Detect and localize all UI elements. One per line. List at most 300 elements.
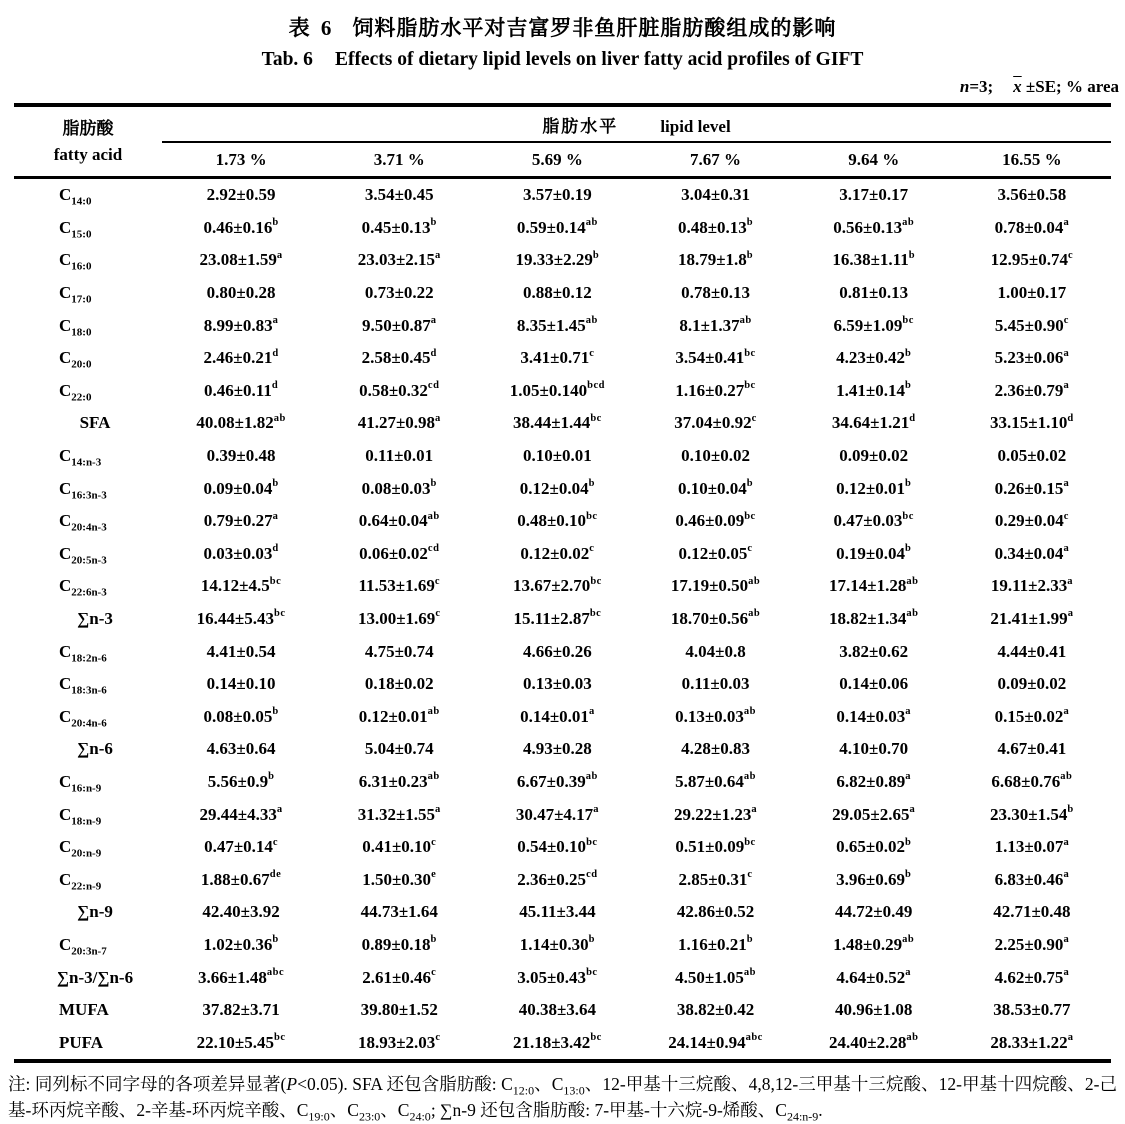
value-cell: 45.11±3.44	[519, 902, 596, 922]
significance-superscript: c	[431, 966, 437, 978]
value-cell: 0.11±0.03	[681, 674, 750, 694]
value-cell: 8.1±1.37$^{ab}$	[679, 315, 752, 335]
significance-superscript: ab	[743, 771, 757, 783]
significance-superscript: bc	[744, 380, 756, 392]
value-cell: 4.44±0.41	[997, 641, 1067, 661]
significance-superscript: ab	[427, 706, 440, 718]
significance-superscript: a	[435, 803, 441, 815]
fatty-acid-subscript: 23:0	[358, 1109, 381, 1124]
mean-se-unit: ±SE; % area	[1021, 77, 1119, 96]
significance-superscript: ab	[585, 771, 598, 783]
value-cell: 29.44±4.33$^a$	[199, 803, 283, 824]
row-label: $C_{15:0}$	[59, 217, 92, 241]
significance-superscript: bc	[902, 315, 914, 327]
value-cell: 11.53±1.69$^c$	[358, 575, 441, 596]
significance-superscript: b	[746, 934, 754, 946]
table-row	[14, 766, 1111, 799]
fatty-acid-table	[14, 103, 1111, 1063]
table-title-en	[0, 49, 1125, 71]
significance-superscript: a	[272, 315, 279, 327]
significance-superscript: bc	[274, 608, 286, 620]
value-cell: 4.93±0.28	[522, 739, 592, 759]
table-row	[14, 668, 1111, 701]
significance-superscript: ab	[902, 217, 915, 229]
significance-superscript: c	[435, 608, 441, 620]
significance-superscript: d	[272, 543, 279, 555]
row-label: $C_{16:0}$	[59, 250, 92, 273]
row-label: $C_{20:3n-7}$	[59, 934, 107, 958]
significance-superscript: b	[272, 934, 279, 946]
significance-superscript: b	[588, 934, 595, 946]
table-row	[14, 277, 1111, 310]
fatty-acid-subscript: 18:n-9	[71, 814, 102, 827]
value-cell: 6.59±1.09$^{bc}$	[833, 315, 914, 335]
significance-superscript: bc	[274, 1032, 286, 1044]
significance-superscript: bc	[586, 966, 598, 978]
value-cell: 0.58±0.32$^{cd}$	[359, 380, 440, 400]
significance-superscript: b	[272, 477, 279, 489]
value-cell: 3.57±0.19	[522, 185, 592, 205]
value-cell: 1.14±0.30$^b$	[519, 934, 595, 954]
significance-superscript: bc	[744, 510, 756, 522]
significance-superscript: c	[747, 869, 753, 881]
column-header: 9.64 %	[848, 149, 900, 169]
value-cell: 0.11±0.01	[365, 446, 434, 466]
value-cell: 38.82±0.42	[676, 1000, 755, 1020]
value-cell: 4.04±0.8	[685, 641, 746, 661]
fatty-acid-subscript: 15:0	[71, 228, 92, 241]
row-label: $C_{18:2n-6}$	[59, 641, 107, 664]
value-cell: 0.14±0.01$^a$	[520, 706, 595, 726]
value-cell: 3.54±0.45	[364, 185, 434, 205]
row-label: $C_{18:n-9}$	[59, 804, 102, 827]
significance-superscript: d	[909, 412, 916, 424]
value-cell: 6.31±0.23$^{ab}$	[358, 771, 440, 791]
significance-superscript: ab	[1060, 771, 1073, 783]
significance-superscript: c	[431, 836, 437, 848]
row-label: $C_{20:4n-3}$	[59, 511, 107, 534]
value-cell: 21.18±3.42$^{bc}$	[512, 1032, 602, 1052]
value-cell: 1.05±0.140$^{bcd}$	[509, 380, 605, 400]
significance-superscript: b	[272, 217, 279, 229]
row-label: ∑n-6	[77, 739, 113, 759]
value-cell: 29.22±1.23$^a$	[674, 803, 758, 824]
significance-superscript: c	[589, 543, 595, 555]
value-cell: 0.10±0.01	[522, 446, 592, 466]
paper-page	[0, 12, 1125, 1122]
value-cell: 42.40±3.92	[202, 902, 280, 922]
value-cell: 0.09±0.02	[997, 674, 1067, 694]
significance-superscript: a	[1063, 347, 1070, 359]
significance-superscript: bc	[590, 412, 602, 424]
value-cell: 44.73±1.64	[360, 902, 438, 922]
significance-superscript: ab	[739, 315, 752, 327]
value-cell: 0.29±0.04$^c$	[994, 510, 1069, 531]
table-row	[14, 863, 1111, 896]
significance-superscript: ab	[906, 608, 919, 620]
value-cell: 16.44±5.43$^{bc}$	[196, 608, 286, 629]
value-cell: 0.39±0.48	[206, 446, 276, 466]
value-cell: 1.16±0.21$^b$	[677, 934, 754, 954]
value-cell: 0.65±0.02$^b$	[836, 836, 912, 857]
value-cell: 3.66±1.48$^{abc}$	[198, 966, 285, 987]
value-cell: 0.34±0.04$^a$	[994, 543, 1070, 563]
n-symbol: n	[959, 77, 970, 96]
value-cell: 5.45±0.90$^c$	[994, 315, 1069, 335]
table-row	[14, 472, 1111, 505]
value-cell: 37.82±3.71	[202, 1000, 280, 1020]
value-cell: 1.50±0.30$^e$	[362, 869, 437, 889]
table-row	[14, 929, 1111, 962]
value-cell: 0.19±0.04$^b$	[836, 543, 912, 563]
value-cell: 0.88±0.12	[522, 283, 592, 303]
value-cell: 0.12±0.01$^b$	[836, 477, 912, 498]
value-cell: 0.64±0.04$^{ab}$	[358, 510, 440, 531]
value-cell: 1.16±0.27$^{bc}$	[675, 380, 756, 400]
value-cell: 5.04±0.74	[364, 739, 434, 759]
significance-superscript: cd	[427, 543, 440, 555]
significance-superscript: bcd	[587, 380, 605, 392]
value-cell: 38.53±0.77	[993, 1000, 1071, 1020]
value-cell: 0.81±0.13	[839, 283, 909, 303]
significance-superscript: a	[430, 315, 437, 327]
table-row	[14, 407, 1111, 440]
significance-superscript: d	[271, 380, 279, 392]
fatty-acid-subscript: 22:0	[71, 391, 92, 404]
value-cell: 0.15±0.02$^a$	[994, 706, 1070, 726]
value-cell: 0.13±0.03	[522, 674, 592, 694]
significance-superscript: c	[272, 836, 279, 848]
significance-superscript: b	[430, 477, 437, 489]
value-cell: 3.17±0.17	[839, 185, 909, 205]
value-cell: 0.78±0.04$^a$	[994, 217, 1070, 237]
fatty-acid-subscript: 13:0	[563, 1083, 585, 1098]
value-cell: 4.23±0.42$^b$	[836, 347, 912, 368]
value-cell: 0.05±0.02	[997, 446, 1067, 466]
value-cell: 15.11±2.87$^{bc}$	[513, 608, 602, 629]
significance-superscript: a	[1063, 869, 1070, 881]
value-cell: 4.28±0.83	[681, 739, 750, 759]
value-cell: 0.12±0.02$^c$	[520, 543, 595, 563]
value-cell: 30.47±4.17$^a$	[515, 803, 599, 824]
fatty-acid-subscript: 18:2n-6	[71, 652, 107, 664]
value-cell: 23.30±1.54$^b$	[990, 803, 1074, 824]
significance-superscript: c	[1063, 315, 1069, 327]
value-cell: 0.89±0.18$^b$	[361, 934, 437, 954]
significance-superscript: ab	[273, 412, 286, 424]
value-cell: 0.41±0.10$^c$	[362, 836, 437, 857]
table-row	[14, 212, 1111, 245]
significance-superscript: bc	[269, 575, 282, 587]
value-cell: 2.36±0.25$^{cd}$	[517, 869, 598, 889]
value-cell: 0.08±0.03$^b$	[361, 477, 437, 498]
value-cell: 2.85±0.31$^c$	[678, 869, 753, 889]
value-cell: 37.04±0.92$^c$	[674, 412, 757, 433]
value-cell: 1.13±0.07$^a$	[994, 836, 1070, 857]
value-cell: 13.00±1.69$^c$	[357, 608, 441, 629]
value-cell: 0.48±0.10$^{bc}$	[517, 510, 598, 531]
value-cell: 0.09±0.04$^b$	[203, 477, 279, 498]
value-cell: 0.12±0.05$^c$	[678, 543, 753, 563]
significance-superscript: d	[430, 347, 437, 359]
value-cell: 18.82±1.34$^{ab}$	[828, 608, 919, 629]
table-row	[14, 342, 1111, 375]
value-cell: 21.41±1.99$^a$	[990, 608, 1074, 629]
significance-superscript: b	[908, 249, 916, 261]
table-row	[14, 961, 1111, 994]
fatty-acid-subscript: 20:4n-6	[71, 717, 107, 730]
column-header: 7.67 %	[690, 149, 742, 169]
significance-superscript: ab	[748, 575, 761, 587]
value-cell: 0.46±0.11$^d$	[203, 380, 279, 400]
significance-superscript: b	[592, 249, 600, 261]
value-cell: 0.14±0.06	[839, 674, 909, 694]
value-cell: 2.61±0.46$^c$	[362, 966, 437, 987]
value-cell: 0.47±0.03$^{bc}$	[833, 510, 914, 531]
value-cell: 4.41±0.54	[206, 641, 276, 661]
value-cell: 4.63±0.64	[206, 739, 276, 759]
significance-superscript: ab	[906, 575, 919, 587]
value-cell: 2.46±0.21$^d$	[203, 347, 279, 368]
significance-superscript: a	[905, 966, 911, 978]
significance-superscript: a	[905, 706, 911, 718]
value-cell: 1.02±0.36$^b$	[203, 934, 279, 954]
significance-superscript: cd	[427, 380, 440, 392]
percent-header-row	[14, 142, 1111, 178]
value-cell: 6.67±0.39$^{ab}$	[516, 771, 598, 791]
value-cell: 0.54±0.10$^{bc}$	[517, 836, 598, 857]
table-row	[14, 701, 1111, 734]
table-row	[14, 440, 1111, 473]
fatty-acid-subscript: 20:0	[71, 358, 92, 371]
row-label: $C_{22:6n-3}$	[59, 576, 107, 599]
row-label: ∑n-9	[77, 902, 113, 922]
value-cell: 8.35±1.45$^{ab}$	[516, 315, 598, 335]
table-row	[14, 831, 1111, 864]
significance-superscript: a	[1063, 477, 1070, 489]
significance-superscript: ab	[427, 771, 440, 783]
value-cell: 31.32±1.55$^a$	[357, 803, 441, 824]
significance-superscript: ab	[743, 706, 757, 718]
fatty-acid-subscript: 22:6n-3	[71, 586, 107, 599]
value-cell: 0.18±0.02	[364, 674, 434, 694]
significance-superscript: a	[272, 510, 279, 522]
significance-superscript: abc	[745, 1032, 763, 1044]
value-cell: 5.23±0.06$^a$	[994, 347, 1070, 368]
value-cell: 0.46±0.16$^b$	[203, 217, 279, 237]
significance-superscript: ab	[585, 217, 598, 229]
table-row	[14, 896, 1111, 929]
table-body	[14, 178, 1111, 1062]
significance-superscript: de	[269, 869, 282, 881]
value-cell: 6.83±0.46$^a$	[994, 869, 1070, 889]
row-label: PUFA	[59, 1032, 104, 1052]
row-label: $C_{20:0}$	[59, 348, 92, 371]
value-cell: 39.80±1.52	[360, 1000, 438, 1020]
value-cell: 18.79±1.8$^b$	[677, 249, 754, 270]
significance-superscript: d	[1067, 412, 1074, 424]
row-label: $C_{14:0}$	[59, 185, 92, 208]
column-header: 5.69 %	[531, 149, 583, 169]
group-header-zh: 脂肪水平	[542, 116, 619, 136]
value-cell: 4.62±0.75$^a$	[994, 966, 1070, 987]
significance-superscript: a	[276, 249, 283, 261]
value-cell: 40.38±3.64	[518, 1000, 597, 1020]
significance-superscript: b	[904, 477, 912, 489]
row-label: $C_{20:5n-3}$	[59, 543, 107, 567]
value-cell: 17.14±1.28$^{ab}$	[828, 575, 919, 596]
table-header	[14, 105, 1111, 178]
value-cell: 28.33±1.22$^a$	[990, 1032, 1074, 1052]
stub-header-en: fatty acid	[53, 144, 123, 164]
value-cell: 22.10±5.45$^{bc}$	[196, 1032, 286, 1052]
significance-superscript: bc	[589, 608, 602, 620]
significance-superscript: a	[1067, 1032, 1074, 1044]
value-cell: 40.96±1.08	[835, 1000, 913, 1020]
row-label: $C_{16:3n-3}$	[59, 478, 107, 502]
significance-superscript: ab	[748, 608, 761, 620]
table-number-en: Tab. 6	[261, 49, 313, 70]
significance-superscript: c	[435, 1032, 441, 1044]
table-row	[14, 733, 1111, 766]
significance-superscript: a	[276, 803, 283, 815]
value-cell: 4.10±0.70	[839, 739, 909, 759]
table-row	[14, 505, 1111, 538]
table-row	[14, 178, 1111, 212]
row-label: ∑n-3	[77, 609, 113, 629]
row-label: $C_{17:0}$	[59, 283, 92, 306]
significance-superscript: ab	[743, 966, 757, 978]
significance-superscript: bc	[590, 575, 602, 587]
significance-superscript: a	[1063, 934, 1070, 946]
row-label: $C_{18:0}$	[59, 315, 92, 339]
row-label: $C_{16:n-9}$	[59, 771, 102, 795]
fatty-acid-subscript: 16:3n-3	[71, 489, 107, 502]
table-row	[14, 538, 1111, 571]
fatty-acid-subscript: 16:n-9	[71, 782, 102, 795]
significance-superscript: a	[1063, 543, 1070, 555]
significance-superscript: a	[593, 803, 599, 815]
significance-superscript: bc	[590, 1032, 602, 1044]
significance-superscript: a	[1063, 966, 1070, 978]
value-cell: 24.14±0.94$^{abc}$	[668, 1032, 763, 1052]
significance-superscript: b	[746, 477, 754, 489]
table-row	[14, 798, 1111, 831]
significance-superscript: bc	[744, 347, 756, 359]
significance-superscript: d	[272, 347, 279, 359]
stub-header	[14, 105, 162, 178]
significance-superscript: a	[1067, 575, 1073, 587]
significance-superscript: b	[588, 477, 595, 489]
value-cell: 0.06±0.02$^{cd}$	[359, 543, 440, 563]
value-cell: 0.59±0.14$^{ab}$	[516, 217, 598, 237]
table-row	[14, 1026, 1111, 1061]
value-cell: 34.64±1.21$^d$	[831, 412, 916, 433]
significance-superscript: a	[905, 771, 911, 783]
value-cell: 40.08±1.82$^{ab}$	[196, 412, 286, 433]
value-cell: 2.58±0.45$^d$	[361, 347, 437, 368]
row-label: $C_{18:3n-6}$	[59, 674, 107, 697]
value-cell: 14.12±4.5$^{bc}$	[200, 575, 282, 596]
value-cell: 17.19±0.50$^{ab}$	[670, 575, 761, 596]
significance-superscript: b	[904, 347, 912, 359]
significance-superscript: ab	[906, 1032, 919, 1044]
value-cell: 0.08±0.05$^b$	[203, 706, 279, 726]
significance-superscript: b	[272, 706, 279, 718]
value-cell: 3.04±0.31	[681, 185, 750, 205]
table-number-zh: 表 6	[288, 16, 335, 40]
value-cell: 0.10±0.04$^b$	[677, 477, 754, 498]
table-row	[14, 994, 1111, 1027]
fatty-acid-subscript: 16:0	[71, 260, 92, 273]
significance-superscript: b	[904, 836, 912, 848]
value-cell: 38.44±1.44$^{bc}$	[512, 412, 602, 433]
fatty-acid-subscript: 14:n-3	[71, 456, 102, 469]
value-cell: 9.50±0.87$^a$	[361, 315, 437, 335]
row-label: ∑n-3/∑n-6	[56, 967, 134, 987]
n-value: =3;	[969, 77, 994, 96]
value-cell: 19.11±2.33$^a$	[990, 575, 1073, 596]
value-cell: 3.82±0.62	[839, 641, 909, 661]
value-cell: 23.08±1.59$^a$	[199, 249, 283, 270]
value-cell: 0.03±0.03$^d$	[203, 543, 279, 563]
table-row	[14, 603, 1111, 636]
value-cell: 1.00±0.17	[997, 283, 1067, 303]
value-cell: 33.15±1.10$^d$	[990, 412, 1074, 433]
significance-superscript: c	[747, 543, 753, 555]
group-header-row	[14, 105, 1111, 142]
row-label: $C_{22:0}$	[59, 380, 92, 404]
value-cell: 1.88±0.67de	[200, 869, 282, 889]
row-label: SFA	[79, 413, 111, 433]
significance-superscript: b	[904, 380, 912, 392]
significance-superscript: c	[589, 347, 595, 359]
significance-superscript: bc	[586, 836, 598, 848]
value-cell: 4.64±0.52$^a$	[836, 966, 911, 987]
value-cell: 0.47±0.14$^c$	[204, 836, 279, 857]
value-cell: 0.45±0.13$^b$	[361, 217, 437, 237]
value-cell: 0.12±0.04$^b$	[519, 477, 595, 498]
mean-symbol: $\overline{x}$	[1013, 77, 1022, 96]
significance-superscript: a	[909, 803, 916, 815]
value-cell: 0.26±0.15$^a$	[994, 477, 1070, 498]
significance-superscript: a	[1063, 706, 1070, 718]
value-cell: 4.67±0.41	[997, 739, 1067, 759]
value-cell: 0.78±0.13	[681, 283, 750, 303]
significance-superscript: a	[1063, 217, 1070, 229]
table-row	[14, 635, 1111, 668]
significance-superscript: b	[1067, 803, 1074, 815]
value-cell: 0.14±0.10	[206, 674, 276, 694]
value-cell: 44.72±0.49	[835, 902, 913, 922]
table-title-en-text: Effects of dietary lipid levels on liver fatty acid profiles of GIFT	[334, 49, 864, 70]
value-cell: 0.46±0.09$^{bc}$	[675, 510, 756, 531]
significance-superscript: a	[1063, 380, 1070, 392]
value-cell: 6.82±0.89$^a$	[836, 771, 911, 791]
significance-superscript: abc	[266, 966, 285, 978]
value-cell: 0.48±0.13$^b$	[677, 217, 754, 237]
row-label: $C_{20:n-9}$	[59, 837, 102, 860]
fatty-acid-subscript: 20:4n-3	[71, 521, 107, 534]
table-footnote: 注: 同列标不同字母的各项差异显著(P<0.05). SFA 还包含脂肪酸: $C_{12:0}$、$C_{13:0}$、12-甲基十三烷酸、4,8,12-三甲基十三烷酸、12-甲基十四烷酸、2-己基-环丙烷辛酸、2-辛基-环丙烷辛酸、$C_{19:0}$、$C_{23:0}$、$C_{24:0}$; ∑n-9 还包含脂肪酸: 7-甲基-十六烷-9-烯酸、$C_{24:n-9}$.	[8, 1074, 1117, 1124]
value-cell: 3.54±0.41$^{bc}$	[675, 347, 756, 368]
table-row	[14, 570, 1111, 603]
stub-header-zh: 脂肪酸	[62, 118, 114, 138]
fatty-acid-subscript: 19:0	[308, 1109, 330, 1124]
value-cell: 4.50±1.05$^{ab}$	[675, 966, 757, 987]
row-label: $C_{14:n-3}$	[59, 446, 102, 469]
fatty-acid-subscript: 14:0	[71, 195, 92, 208]
